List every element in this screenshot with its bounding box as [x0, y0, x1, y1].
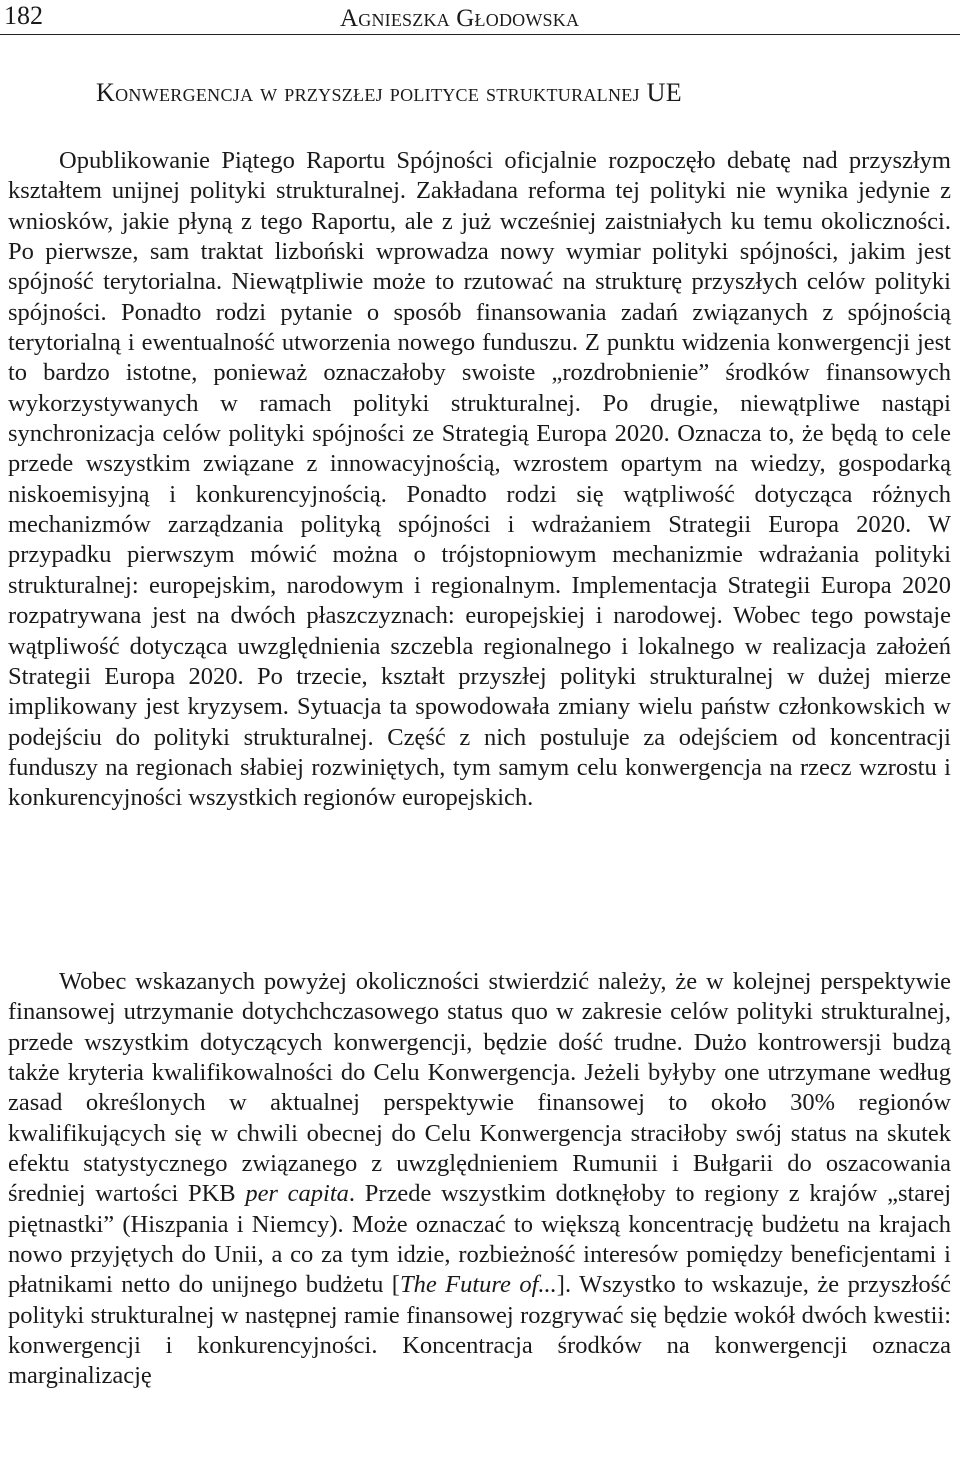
running-head-author: Agnieszka Głodowska: [340, 5, 580, 32]
paragraph-2: [8, 967, 951, 1392]
page-header: [0, 0, 960, 35]
paragraph-2-text-b: . Przede wszystkim dotknęłoby to regiony z krajów „starej piętnastki” (Hiszpania i Niemcy). Może oznaczać to większą koncentrację budżetu na krajach nowo przyjętych do Unii, a co za tym idzie, rozbieżność interesów pomiędzy beneficjentami i płatnikami netto do unijnego budżetu [: [8, 1180, 952, 1299]
page-number: 182: [4, 1, 43, 30]
paragraph-1: Opublikowanie Piątego Raportu Spójności oficjalnie rozpoczęło debatę nad przyszłym kształtem unijnej polityki strukturalnej. Zakładana reforma tej polityki nie wynika jedynie z wniosków, jakie płyną z tego Raportu, ale z już wcześniej zaistniałych ku temu okoliczności. Po pierwsze, sam traktat lizboński wprowadza nowy wymiar polityki spójności, jakim jest spójność terytorialna. Niewątpliwie może to rzutować na strukturę przyszłych celów polityki spójności. Ponadto rodzi pytanie o sposób finansowania zadań związanych z spójnością terytorialną i ewentualność utworzenia nowego funduszu. Z punktu widzenia konwergencji jest to bardzo istotne, ponieważ oznaczałoby swoiste „rozdrobnienie” środków finansowych wykorzystywanych w ramach polityki strukturalnej. Po drugie, niewątpliwe nastąpi synchronizacja celów polityki spójności ze Strategią Europa 2020. Oznacza to, że będą to cele przede wszystkim związane z innowacyjnością, wzrostem opartym na wiedzy, gospodarką niskoemisyjną i konkurencyjnością. Ponadto rodzi się wątpliwość dotycząca różnych mechanizmów zarządzania polityką spójności i wdrażaniem Strategii Europa 2020. W przypadku pierwszym mówić można o trójstopniowym mechanizmie wdrażania polityki strukturalnej: europejskim, narodowym i regionalnym. Implementacja Strategii Europa 2020 rozpatrywana jest na dwóch płaszczyznach: europejskiej i narodowej. Wobec tego powstaje wątpliwość dotycząca uwzględnienia szczebla regionalnego i lokalnego w realizacja założeń Strategii Europa 2020. Po trzecie, kształt przyszłej polityki strukturalnej w dużej mierze implikowany jest kryzysem. Sytuacja ta spowodowała zmiany wielu państw członkowskich w podejściu do polityki strukturalnej. Część z nich postuluje za odejściem od koncentracji funduszy na regionach słabiej rozwiniętych, tym samym celu konwergencja na rzecz wzrostu i konkurencyjności wszystkich regionów europejskich.: [8, 147, 951, 812]
section-title: Konwergencja w przyszłej polityce strukturalnej UE: [96, 78, 682, 107]
italic-term-per-capita: per capita: [245, 1180, 349, 1208]
citation-title: The Future of...: [399, 1271, 557, 1299]
paragraph-2-text-a: Wobec wskazanych powyżej okoliczności stwierdzić należy, że w kolejnej perspektywie finansowej utrzymanie dotychchczasowego status quo w zakresie celów polityki strukturalnej, przede wszystkim dotyczących konwergencji, będzie dość trudne. Dużo kontrowersji budzą także kryteria kwalifikowalności do Celu Konwergencja. Jeżeli byłyby one utrzymane według zasad określonych w aktualnej perspektywie finansowej to około 30% regionów kwalifikujących się w chwili obecnej do Celu Konwergencja straciłoby swój status na skutek efektu statystycznego związanego z uwzględnieniem Rumunii i Bułgarii do oszacowania średniej wartości PKB: [8, 968, 951, 1208]
paragraph-2-text-c: ]. Wszystko to wskazuje, że przyszłość polityki strukturalnej w następnej ramie finansowej rozgrywać się będzie wokół dwóch kwestii: konwergencji i konkurencyjności. Koncentracja środków na konwergencji oznacza marginalizację: [8, 1271, 951, 1390]
